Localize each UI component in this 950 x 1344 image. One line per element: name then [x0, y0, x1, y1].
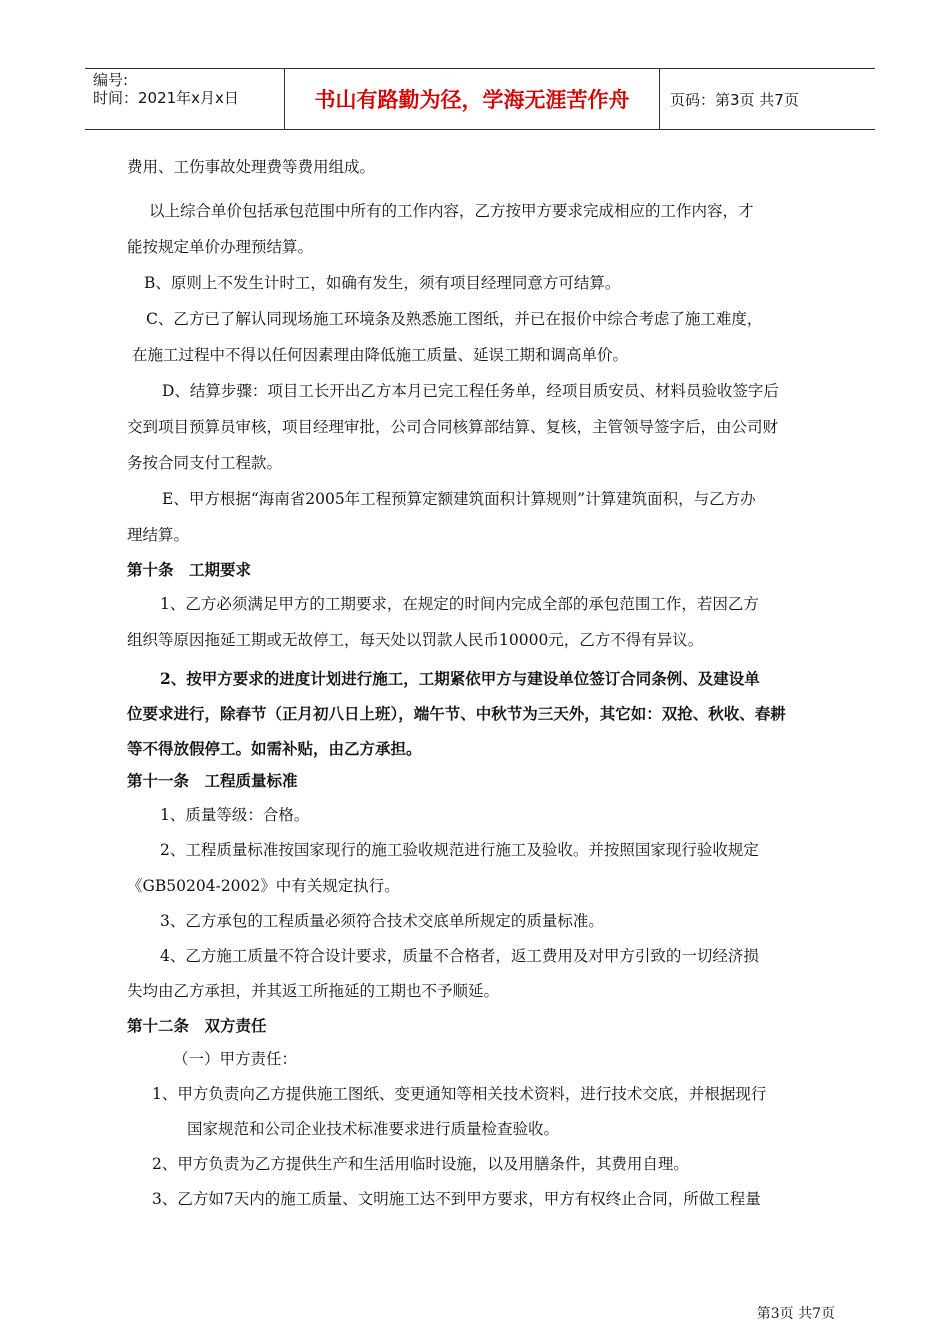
section-heading: 第十条 工期要求: [127, 560, 252, 579]
body-line: E、甲方根据“海南省2005年工程预算定额建筑面积计算规则”计算建筑面积，与乙方办: [162, 490, 756, 508]
body-line-bold: 等不得放假停工。如需补贴，由乙方承担。: [127, 739, 422, 758]
body-line: 能按规定单价办理预结算。: [127, 238, 314, 256]
body-line: 1、质量等级：合格。: [160, 806, 310, 824]
body-line: 1、甲方负责向乙方提供施工图纸、变更通知等相关技术资料，进行技术交底，并根据现行: [152, 1085, 767, 1103]
body-line: 费用、工伤事故处理费等费用组成。: [127, 158, 376, 176]
header-meta: [85, 69, 285, 129]
body-line: 2、甲方负责为乙方提供生产和生活用临时设施，以及用膳条件，其费用自理。: [152, 1155, 689, 1173]
page-header: [85, 68, 875, 130]
body-line: 1、乙方必须满足甲方的工期要求，在规定的时间内完成全部的承包范围工作，若因乙方: [160, 595, 759, 613]
body-line: 3、乙方如7天内的施工质量、文明施工达不到甲方要求，甲方有权终止合同，所做工程量: [152, 1190, 761, 1208]
body-line: 理结算。: [127, 526, 190, 544]
section-heading: 第十一条 工程质量标准: [127, 771, 298, 790]
body-line: 《GB50204-2002》中有关规定执行。: [127, 877, 400, 895]
body-line: 务按合同支付工程款。: [127, 454, 283, 472]
section-heading: 第十二条 双方责任: [127, 1016, 267, 1035]
body-line: D、结算步骤：项目工长开出乙方本月已完工程任务单，经项目质安员、材料员验收签字后: [162, 382, 779, 400]
body-line: 国家规范和公司企业技术标准要求进行质量检查验收。: [187, 1120, 560, 1138]
body-line-bold: 2、按甲方要求的进度计划进行施工，工期紧依甲方与建设单位签订合同条例、及建设单: [160, 669, 760, 688]
page-footer: 第3页 共7页: [756, 1306, 835, 1322]
body-line: 组织等原因拖延工期或无故停工，每天处以罚款人民币10000元，乙方不得有异议。: [127, 631, 704, 649]
header-page-label: 页码：第3页 共7页: [670, 90, 799, 109]
body-line: 3、乙方承包的工程质量必须符合技术交底单所规定的质量标准。: [160, 912, 604, 930]
body-line: 交到项目预算员审核，项目经理审批，公司合同核算部结算、复核，主管领导签字后，由公司财: [127, 418, 779, 436]
body-line-bold: 位要求进行，除春节（正月初八日上班），端午节、中秋节为三天外，其它如：双抢、秋收、春耕: [127, 704, 786, 723]
body-line: C、乙方已了解认同现场施工环境条及熟悉施工图纸，并已在报价中综合考虑了施工难度，: [146, 310, 763, 328]
body-line: 在施工过程中不得以任何因素理由降低施工质量、延误工期和调高单价。: [132, 346, 629, 364]
body-line: B、原则上不发生计时工，如确有发生，须有项目经理同意方可结算。: [144, 274, 621, 292]
body-line: 2、工程质量标准按国家现行的施工验收规范进行施工及验收。并按照国家现行验收规定: [160, 841, 759, 859]
body-line: 以上综合单价包括承包范围中所有的工作内容，乙方按甲方要求完成相应的工作内容，才: [149, 202, 754, 220]
body-line: （一）甲方责任：: [173, 1050, 298, 1068]
header-motto: 书山有路勤为径，学海无涯苦作舟: [285, 69, 660, 129]
body-line: 4、乙方施工质量不符合设计要求，质量不合格者，返工费用及对甲方引致的一切经济损: [160, 947, 759, 965]
time-label: 时间：2021年x月x日: [93, 89, 239, 107]
body-line: 失均由乙方承担，并其返工所拖延的工期也不予顺延。: [127, 982, 500, 1000]
number-label: 编号:: [93, 71, 129, 89]
